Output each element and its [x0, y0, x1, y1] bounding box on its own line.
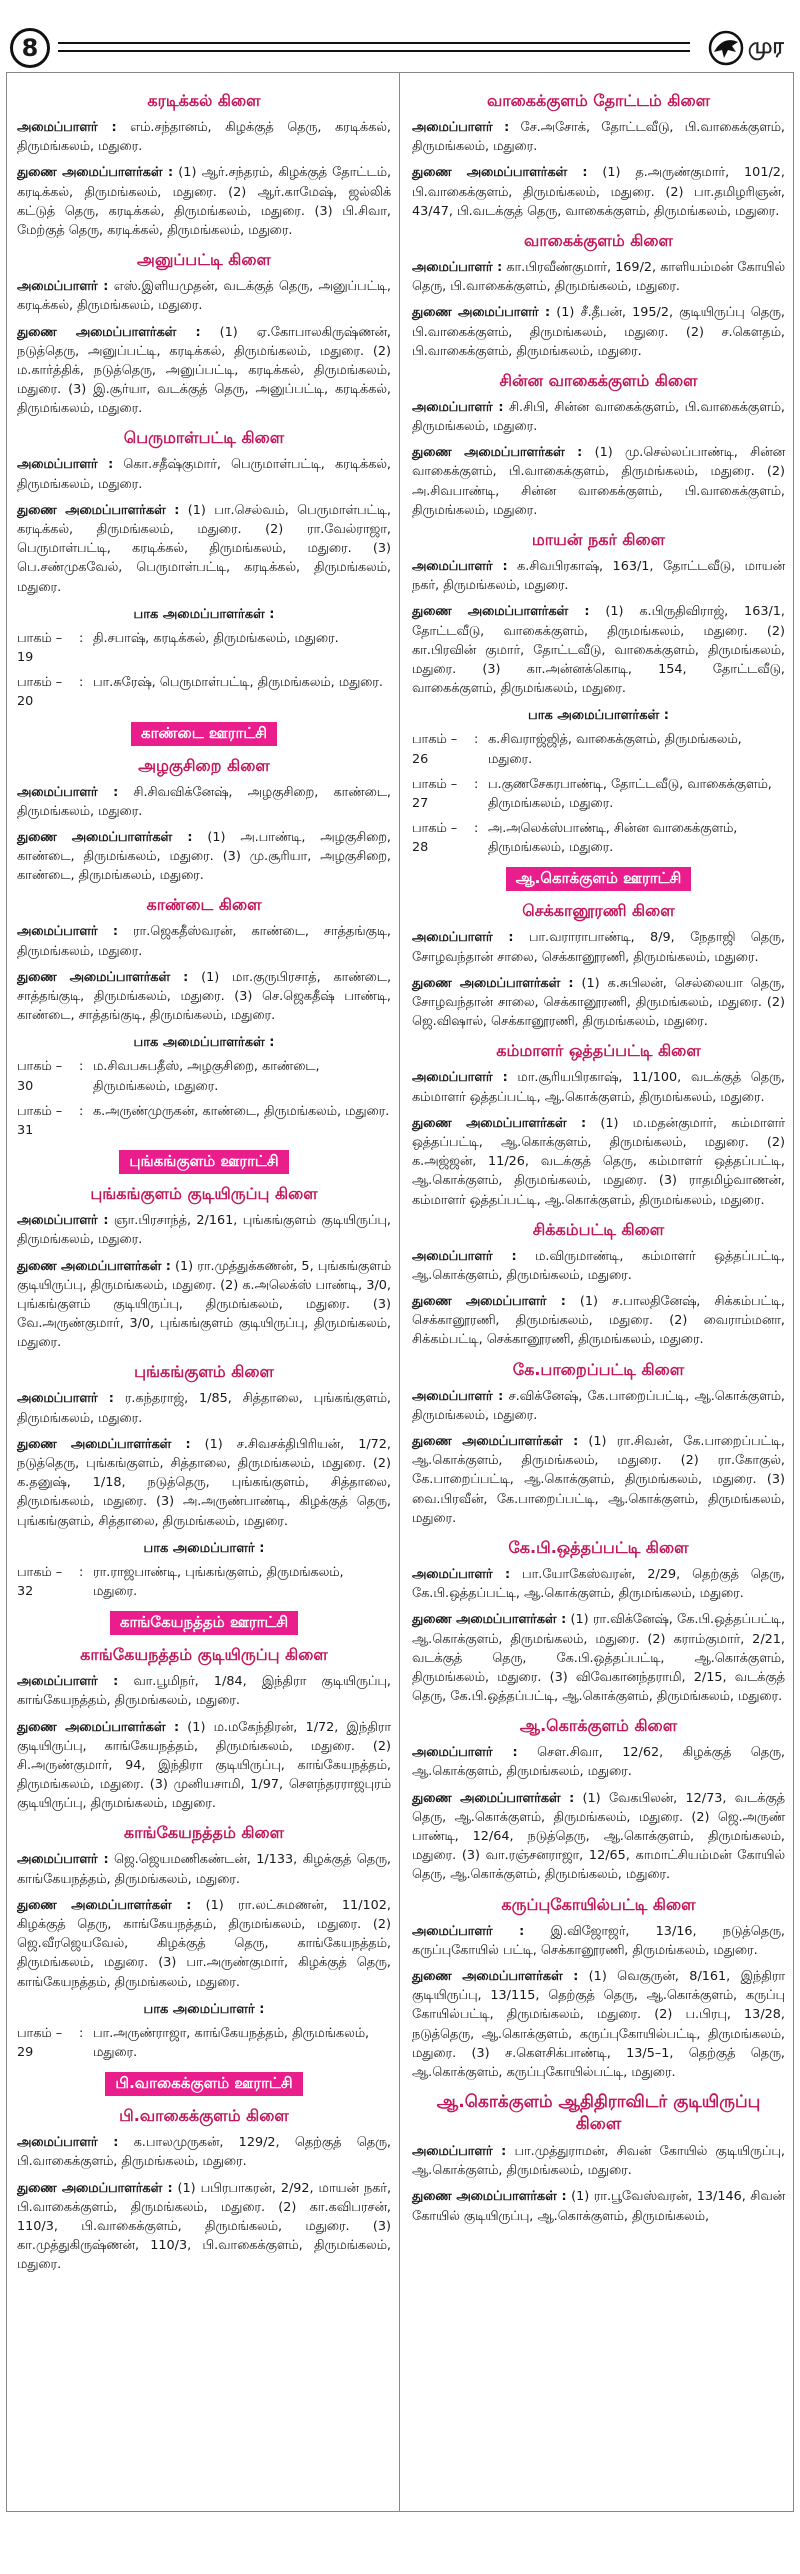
role-label: துணை அமைப்பாளர்கள் :: [17, 1719, 180, 1735]
header-rule-top: [58, 42, 690, 44]
header-rule-bottom: [58, 50, 690, 52]
panchayat-heading: [17, 1150, 391, 1174]
role-label: அமைப்பாளர் :: [412, 1070, 508, 1086]
booth-colon: :: [474, 732, 479, 748]
right-column: [400, 73, 793, 2511]
role-label: அமைப்பாளர் :: [17, 1852, 109, 1868]
booth-number: பாகம் – 27: [412, 776, 458, 811]
member-details: ரா.ஜெகதீஸ்வரன், காண்டை, சாத்தங்குடி, திருமங்கலம், மதுரை.: [17, 924, 391, 959]
booth-row: [17, 1102, 391, 1140]
booth-organiser: தி.சபாஷ், கரடிக்கல், திருமங்கலம், மதுரை.: [93, 630, 339, 646]
member-details: (1) ச.பாலதினேஷ், சிக்கம்பட்டி, செக்கானூரணி, திருமங்கலம், மதுரை. (2) வைராம்மனா, சிக்கம்பட்டி, செக்கானூரணி, திருமங்கலம், மதுரை.: [412, 1294, 785, 1348]
role-label: துணை அமைப்பாளர்கள் :: [17, 1897, 192, 1913]
role-label: அமைப்பாளர் :: [412, 259, 503, 275]
branch-title: கே.பி.ஒத்தப்பட்டி கிளை: [508, 1537, 689, 1557]
booth-organisers-heading: பாக அமைப்பாளர்கள் :: [133, 606, 275, 622]
booth-organisers-heading: பாக அமைப்பாளர் :: [143, 1540, 265, 1556]
member-entry: [412, 928, 785, 966]
booth-number: பாகம் – 30: [17, 1059, 63, 1094]
booth-colon: :: [79, 675, 84, 691]
member-entry: [17, 1850, 391, 1888]
member-entry: [412, 2142, 785, 2180]
role-label: அமைப்பாளர் :: [17, 1391, 114, 1407]
member-entry: [412, 1565, 785, 1603]
member-entry: [412, 974, 785, 1032]
member-details: ம.விருமாண்டி, கம்மாளர் ஒத்தப்பட்டி, ஆ.கொக்குளம், திருமங்கலம், மதுரை.: [412, 1248, 785, 1283]
member-details: (1) ரா.லட்சுமணன், 11/102, கிழக்குத் தெரு, காங்கேயநத்தம், திருமங்கலம், மதுரை. (2) ஜெ.வீரஜெயவேல், கிழக்குத் தெரு, காங்கேயநத்தம், திருமங்கலம், மதுரை. (3) பா.அருண்குமார், கிழக்குத் தெரு, காங்கேயநத்தம், திருமங்கலம், மதுரை.: [17, 1897, 392, 1990]
role-label: அமைப்பாளர் :: [412, 1923, 525, 1939]
role-label: துணை அமைப்பாளர்கள் :: [412, 445, 583, 461]
branch-title: காண்டை கிளை: [146, 895, 262, 915]
member-details: ச.விக்னேஷ், கே.பாறைப்பட்டி, ஆ.கொக்குளம், திருமங்கலம், மதுரை.: [412, 1388, 785, 1423]
booth-organiser: ப.குணசேகரபாண்டி, தோட்டவீடு, வாகைக்குளம், திருமங்கலம், மதுரை.: [488, 776, 772, 811]
role-label: அமைப்பாளர் :: [17, 279, 109, 295]
booth-number: பாகம் – 19: [17, 630, 63, 665]
member-entry: [17, 277, 391, 315]
page-number: 8: [10, 28, 50, 68]
member-entry: [17, 2179, 391, 2275]
member-details: ஜெ.ஜெயமணிகண்டன், 1/133, கிழக்குத் தெரு, காங்கேயநத்தம், திருமங்கலம், மதுரை.: [17, 1852, 391, 1887]
member-details: சே.அசோக், தோட்டவீடு, பி.வாகைக்குளம், திருமங்கலம், மதுரை.: [412, 120, 785, 155]
member-details: (1) பபிரபாகரன், 2/92, மாயன் நகர், பி.வாகைக்குளம், திருமங்கலம், மதுரை. (2) கா.கவிபரசன், 110/3, பி.வாகைக்குளம், திருமங்கலம், மதுரை. (3) கா.முத்துகிருஷ்ணன், 110/3, பி.வாகைக்குளம், திருமங்கலம், மதுரை.: [17, 2180, 392, 2273]
member-details: எஸ்.இளியமுதன், வடக்குத் தெரு, அனுப்பட்டி, கரடிக்கல், திருமங்கலம், மதுரை.: [17, 279, 392, 314]
member-details: (1) க.சுபிலன், செல்லையா தெரு, சோழவந்தான் சாலை, செக்கானூரணி, திருமங்கலம், மதுரை. (2) ஜெ.விஷால், செக்கானூரணி, திருமங்கலம், மதுரை.: [412, 975, 785, 1030]
member-entry: [412, 1247, 785, 1285]
member-entry: [17, 118, 391, 156]
newspaper-name: முர: [748, 34, 784, 59]
role-label: துணை அமைப்பாளர்கள் :: [17, 829, 193, 845]
member-details: பா.வராராபாண்டி, 8/9, நேதாஜி தெரு, சோழவந்தான் சாலை, செக்கானூரணி, திருமங்கலம், மதுரை.: [412, 930, 785, 965]
booth-organiser: க.அருண்முருகன், காண்டை, திருமங்கலம், மதுரை.: [93, 1103, 390, 1119]
branch-title: அழகுசிறை கிளை: [138, 755, 270, 775]
role-label: அமைப்பாளர் :: [412, 1745, 518, 1761]
role-label: அமைப்பாளர் :: [412, 930, 514, 946]
booth-organisers-heading: பாக அமைப்பாளர்கள் :: [133, 1035, 275, 1051]
role-label: அமைப்பாளர் :: [412, 1388, 504, 1404]
member-details: (1) க.பிருதிவிராஜ், 163/1, தோட்டவீடு, வாகைக்குளம், திருமங்கலம், மதுரை. (2) கா.பிரவின் குமார், தோட்டவீடு, வாகைக்குளம், திருமங்கலம், மதுரை. (3) கா.அன்னக்கொடி, 154, தோட்டவீடு, வாகைக்குளம், திருமங்கலம், மதுரை.: [412, 604, 785, 697]
panchayat-heading: [17, 2072, 391, 2096]
member-details: பா.யோகேஸ்வரன், 2/29, தெற்குத் தெரு, கே.பி.ஒத்தப்பட்டி, ஆ.கொக்குளம், திருமங்கலம், மதுரை.: [412, 1566, 786, 1602]
panchayat-title: ஆ.கொக்குளம் ஊராட்சி: [506, 867, 692, 891]
member-entry: [412, 1068, 785, 1106]
member-entry: [412, 557, 785, 595]
member-details: மா.சூரியபிரகாஷ், 11/100, வடக்குத் தெரு, கம்மாளர் ஒத்தப்பட்டி, ஆ.கொக்குளம், திருமங்கலம், மதுரை.: [412, 1070, 785, 1105]
member-entry: [17, 163, 391, 240]
member-details: வா.பூமிநர், 1/84, இந்திரா குடியிருப்பு, காங்கேயநத்தம், திருமங்கலம், மதுரை.: [17, 1674, 391, 1709]
booth-organisers-heading: பாக அமைப்பாளர் :: [143, 2001, 265, 2017]
member-details: (1) ரா.முத்துக்கணன், 5, புங்கங்குளம் குடியிருப்பு, திருமங்கலம், மதுரை. (2) க.அலெக்ஸ் பாண்டி, 3/0, புங்கங்குளம் குடியிருப்பு, திருமங்கலம், மதுரை. (3) வே.அருண்குமார், 3/0, புங்கங்குளம் குடியிருப்பு, திருமங்கலம், மதுரை.: [17, 1258, 391, 1351]
role-label: துணை அமைப்பாளர்கள் :: [17, 1436, 191, 1452]
branch-title: காங்கேயநத்தம் குடியிருப்பு கிளை: [80, 1645, 328, 1665]
booth-organiser: பா.சுரேஷ், பெருமாள்பட்டி, திருமங்கலம், மதுரை.: [93, 675, 383, 691]
branch-title: கம்மாளர் ஒத்தப்பட்டி கிளை: [496, 1041, 701, 1061]
member-entry: [17, 1672, 391, 1710]
role-label: துணை அமைப்பாளர் :: [412, 305, 551, 321]
branch-title: வாகைக்குளம் தோட்டம் கிளை: [486, 91, 711, 110]
branch-title: பெருமாள்பட்டி கிளை: [123, 428, 285, 448]
role-label: அமைப்பாளர் :: [17, 457, 114, 473]
booth-row: [17, 1563, 391, 1601]
booth-colon: :: [79, 2025, 84, 2041]
member-details: (1) ஏ.கோபாலகிருஷ்ணன், நடுத்தெரு, அனுப்பட்டி, கரடிக்கல், திருமங்கலம், மதுரை. (2) ம.கார்த்திக், நடுத்தெரு, அனுப்பட்டி, கரடிக்கல், திருமங்கலம், மதுரை. (3) இ.சூர்யா, வடக்குத் தெரு, அனுப்பட்டி, கரடிக்கல், திருமங்கலம், மதுரை.: [17, 324, 391, 417]
role-label: அமைப்பாளர் :: [17, 1213, 109, 1229]
panchayat-title: பி.வாகைக்குளம் ஊராட்சி: [105, 2072, 302, 2096]
member-entry: [17, 323, 391, 419]
member-details: (1) த.அருண்குமார், 101/2, பி.வாகைக்குளம், திருமங்கலம், மதுரை. (2) பா.தமிழரிஞன், 43/47, பி.வடக்குத் தெரு, வாகைக்குளம், திருமங்கலம், மதுரை.: [412, 165, 785, 219]
member-details: ர.கந்தராஜ், 1/85, சித்தாலை, புங்கங்குளம், திருமங்கலம், மதுரை.: [17, 1391, 391, 1426]
member-entry: [412, 258, 785, 296]
member-entry: [412, 2187, 785, 2225]
role-label: துணை அமைப்பாளர்கள் :: [412, 1790, 575, 1806]
left-column: [7, 73, 400, 2511]
member-details: (1) ரா.பூவேஸ்வரன், 13/146, சிவன் கோயில் குடியிருப்பு, ஆ.கொக்குளம், திருமங்கலம்,: [412, 2189, 785, 2224]
member-details: க.சிவபிரகாஷ், 163/1, தோட்டவீடு, மாயன் நகர், திருமங்கலம், மதுரை.: [412, 559, 785, 594]
booth-organiser: ரா.ராஜபாண்டி, புங்கங்குளம், திருமங்கலம், மதுரை.: [93, 1564, 344, 1599]
member-entry: [412, 1922, 785, 1960]
member-details: சி.சிவவிக்னேஷ், அழகுசிறை, காண்டை, திருமங்கலம், மதுரை.: [17, 784, 391, 819]
member-entry: [17, 968, 391, 1026]
branch-title: ஆ.கொக்குளம் ஆதிதிராவிடர் குடியிருப்பு கிளை: [436, 2092, 761, 2135]
booth-row: [17, 1057, 391, 1095]
member-entry: [412, 1610, 785, 1706]
member-details: (1) ம.மதன்குமார், கம்மாளர் ஒத்தப்பட்டி, ஆ.கொக்குளம், திருமங்கலம், மதுரை. (2) க.அஜ்ஜன், 11/26, வடக்குத் தெரு, கம்மாளர் ஒத்தப்பட்டி, ஆ.கொக்குளம், திருமங்கலம், மதுரை. (3) ராதமிழ்வாணன், கம்மாளர் ஒத்தப்பட்டி, ஆ.கொக்குளம், திருமங்கலம், மதுரை.: [412, 1115, 785, 1208]
member-details: ஞா.பிரசாந்த், 2/161, புங்கங்குளம் குடியிருப்பு, திருமங்கலம், மதுரை.: [17, 1213, 391, 1248]
member-entry: [412, 1789, 785, 1885]
branch-title: செக்கானூரணி கிளை: [522, 901, 675, 921]
member-details: (1) வெகுருன், 8/161, இந்திரா குடியிருப்பு, 13/115, தெற்குத் தெரு, ஆ.கொக்குளம், கருப்பு கோயில்பட்டி, திருமங்கலம், மதுரை. (2) ப.பிரபு, 13/28, நடுத்தெரு, ஆ.கொக்குளம், கருப்புகோயில்பட்டி, திருமங்கலம், மதுரை. (3) ச.கௌசிக்பாண்டி, 13/5–1, தெற்குத் தெரு, ஆ.கொக்குளம், கருப்புகோயில்பட்டி, மதுரை.: [412, 1968, 786, 2080]
member-entry: [412, 1114, 785, 1210]
branch-title: வாகைக்குளம் கிளை: [524, 230, 673, 250]
role-label: துணை அமைப்பாளர்கள் :: [17, 165, 174, 181]
branch-title: ஆ.கொக்குளம் கிளை: [519, 1716, 678, 1736]
branch-title: சின்ன வாகைக்குளம் கிளை: [499, 370, 698, 390]
member-details: (1) வேகபிலன், 12/73, வடக்குத் தெரு, ஆ.கொக்குளம், திருமங்கலம், மதுரை. (2) ஜெ.அருண் பாண்டி, 12/64, நடுத்தெரு, ஆ.கொக்குளம், திருமங்கலம், மதுரை. (3) வா.ரஞ்சனராஜா, 12/65, காமாட்சியம்மன் கோயில் தெரு, ஆ.கொக்குளம், திருமங்கலம், மதுரை.: [412, 1790, 785, 1883]
booth-row: [17, 673, 391, 711]
role-label: துணை அமைப்பாளர்கள் :: [412, 1434, 579, 1449]
member-entry: [412, 303, 785, 361]
panchayat-title: புங்கங்குளம் ஊராட்சி: [119, 1150, 288, 1174]
branch-title: பி.வாகைக்குளம் கிளை: [119, 2106, 289, 2126]
panchayat-title: காங்கேயநத்தம் ஊராட்சி: [110, 1611, 298, 1635]
member-details: (1) ம.மகேந்திரன், 1/72, இந்திரா குடியிருப்பு, காங்கேயநத்தம், திருமங்கலம், மதுரை. (2) சி.அருண்குமார், 94, இந்திரா குடியிருப்பு, காங்கேயநத்தம், திருமங்கலம், மதுரை. (3) முனியசாமி, 1/97, சௌந்தரராஜபுரம் குடியிருப்பு, திருமங்கலம், மதுரை.: [17, 1719, 391, 1812]
member-details: செள.சிவா, 12/62, கிழக்குத் தெரு, ஆ.கொக்குளம், திருமங்கலம், மதுரை.: [412, 1745, 785, 1780]
role-label: அமைப்பாளர் :: [17, 1674, 119, 1690]
role-label: துணை அமைப்பாளர்கள் :: [17, 1258, 171, 1274]
member-entry: [17, 783, 391, 821]
member-entry: [17, 1896, 391, 1992]
role-label: அமைப்பாளர் :: [17, 120, 117, 135]
member-entry: [412, 602, 785, 698]
booth-colon: :: [474, 821, 479, 837]
booth-number: பாகம் – 29: [17, 2025, 63, 2060]
member-entry: [17, 1389, 391, 1427]
panchayat-heading: [17, 1611, 391, 1635]
role-label: அமைப்பாளர் :: [412, 399, 504, 415]
member-entry: [17, 1211, 391, 1249]
member-details: கொ.சதீஷ்குமார், பெருமாள்பட்டி, கரடிக்கல், திருமங்கலம், மதுரை.: [17, 457, 391, 492]
member-details: (1) ச.சிவசக்திபிரியன், 1/72, நடுத்தெரு, புங்கங்குளம், சித்தாலை, திருமங்கலம், மதுரை. (2) க.தனுஷ், 1/18, நடுத்தெரு, புங்கங்குளம், சித்தாலை, திருமங்கலம், மதுரை. (3) அ.அருண்பாண்டி, கிழக்குத் தெரு, புங்கங்குளம், சித்தாலை, திருமங்கலம், மதுரை.: [17, 1436, 392, 1529]
member-details: (1) மா.குருபிரசாத், காண்டை, சாத்தங்குடி, திருமங்கலம், மதுரை. (3) செ.ஜெகதீஷ் பாண்டி, காண்டை, சாத்தங்குடி, திருமங்கலம், மதுரை.: [17, 969, 392, 1024]
member-entry: [412, 398, 785, 436]
role-label: அமைப்பாளர் :: [412, 120, 510, 135]
member-details: (1) மு.செல்லப்பாண்டி, சின்ன வாகைக்குளம், பி.வாகைக்குளம், திருமங்கலம், மதுரை. (2) அ.சிவபாண்டி, சின்ன வாகைக்குளம், பி.வாகைக்குளம், திருமங்கலம், மதுரை.: [412, 445, 786, 518]
member-details: க.பாலமுருகன், 129/2, தெற்குத் தெரு, பி.வாகைக்குளம், திருமங்கலம், மதுரை.: [17, 2135, 391, 2170]
branch-title: கரடிக்கல் கிளை: [147, 91, 261, 110]
role-label: அமைப்பாளர் :: [412, 1566, 511, 1582]
booth-number: பாகம் – 32: [17, 1564, 63, 1599]
newspaper-logo-icon: [708, 30, 744, 66]
role-label: அமைப்பாளர் :: [17, 924, 118, 940]
booth-organiser: அ.அலெக்ஸ்பாண்டி, சின்ன வாகைக்குளம், திருமங்கலம், மதுரை.: [488, 821, 738, 856]
panchayat-heading: [17, 722, 391, 746]
role-label: துணை அமைப்பாளர்கள் :: [412, 604, 590, 620]
role-label: துணை அமைப்பாளர்கள் :: [412, 165, 588, 181]
member-details: (1) ரா.விக்னேஷ், கே.பி.ஒத்தப்பட்டி, ஆ.கொக்குளம், திருமங்கலம், மதுரை. (2) கராம்குமார், 2/21, வடக்குத் தெரு, கே.பி.ஒத்தப்பட்டி, ஆ.கொக்குளம், திருமங்கலம், மதுரை. (3) விவேகானந்தராமி, 2/15, வடக்குத் தெரு, கே.பி.ஒத்தப்பட்டி, ஆ.கொக்குளம், திருமங்கலம், மதுரை.: [412, 1612, 786, 1705]
member-details: (1) அ.பாண்டி, அழகுசிறை, காண்டை, திருமங்கலம், மதுரை. (3) மு.சூரியா, அழகுசிறை, காண்டை, திருமங்கலம், மதுரை.: [17, 829, 391, 884]
booth-number: பாகம் – 26: [412, 732, 458, 767]
member-details: (1) பா.செல்வம், பெருமாள்பட்டி, கரடிக்கல், திருமங்கலம், மதுரை. (2) ரா.வேல்ராஜா, பெருமாள்பட்டி, கரடிக்கல், திருமங்கலம், மதுரை. (3) பெ.சண்முகவேல், பெருமாள்பட்டி, கரடிக்கல், திருமங்கலம், மதுரை.: [17, 502, 391, 595]
member-entry: [412, 118, 785, 156]
branch-title: அனுப்பட்டி கிளை: [137, 250, 271, 270]
booth-row: [17, 629, 391, 667]
booth-row: [412, 819, 785, 857]
role-label: துணை அமைப்பாளர்கள் :: [17, 502, 180, 518]
role-label: துணை அமைப்பாளர்கள் :: [412, 1115, 587, 1131]
member-entry: [412, 443, 785, 520]
role-label: அமைப்பாளர் :: [412, 559, 508, 574]
booth-colon: :: [79, 1103, 84, 1119]
branch-title: காங்கேயநத்தம் கிளை: [123, 1823, 285, 1843]
member-details: சி.சிபி, சின்ன வாகைக்குளம், பி.வாகைக்குளம், திருமங்கலம், மதுரை.: [412, 399, 785, 435]
member-details: எம்.சந்தானம், கிழக்குத் தெரு, கரடிக்கல், திருமங்கலம், மதுரை.: [17, 120, 391, 155]
member-details: (1) ஆர்.சந்தரம், கிழக்குத் தோட்டம், கரடிக்கல், திருமங்கலம், மதுரை. (2) ஆர்.காமேஷ், ஜல்லிக் கட்டுத் தெரு, கரடிக்கல், திருமங்கலம், மதுரை. (3) பி.சிவா, மேற்குத் தெரு, கரடிக்கல், திருமங்கலம், மதுரை.: [17, 165, 392, 238]
member-entry: [17, 501, 391, 597]
booth-organiser: க.சிவராஜ்ஜித், வாகைக்குளம், திருமங்கலம், மதுரை.: [488, 732, 742, 767]
member-entry: [17, 828, 391, 886]
member-details: கா.பிரவீண்குமார், 169/2, காளியம்மன் கோயில் தெரு, பி.வாகைக்குளம், திருமங்கலம், மதுரை.: [412, 259, 785, 295]
member-details: (1) ரா.சிவன், கே.பாறைப்பட்டி, ஆ.கொக்குளம், திருமங்கலம், மதுரை. (2) ரா.கோகுல், கே.பாறைப்பட்டி, ஆ.கொக்குளம், திருமங்கலம், மதுரை. (3) வை.பிரவீன், கே.பாறைப்பட்டி, ஆ.கொக்குளம், திருமங்கலம், மதுரை.: [412, 1434, 785, 1526]
role-label: துணை அமைப்பாளர்கள் :: [17, 2180, 173, 2196]
role-label: அமைப்பாளர் :: [17, 784, 119, 800]
branch-title: புங்கங்குளம் குடியிருப்பு கிளை: [90, 1184, 318, 1204]
booth-row: [412, 730, 785, 768]
member-entry: [17, 455, 391, 493]
panchayat-heading: [412, 867, 785, 891]
member-details: பா.முத்துராமன், சிவன் கோயில் குடியிருப்பு, ஆ.கொக்குளம், திருமங்கலம், மதுரை.: [412, 2144, 785, 2179]
role-label: துணை அமைப்பாளர்கள் :: [412, 1612, 567, 1628]
panchayat-title: காண்டை ஊராட்சி: [131, 722, 277, 746]
booth-row: [17, 2024, 391, 2062]
branch-title: புங்கங்குளம் கிளை: [134, 1362, 274, 1382]
role-label: துணை அமைப்பாளர்கள் :: [412, 975, 574, 991]
booth-colon: :: [79, 1564, 84, 1580]
member-entry: [17, 1435, 391, 1531]
role-label: துணை அமைப்பாளர்கள் :: [17, 969, 189, 985]
role-label: அமைப்பாளர் :: [17, 2135, 119, 2151]
booth-organiser: ம.சிவபசுபதீஸ், அழகுசிறை, காண்டை, திருமங்கலம், மதுரை.: [93, 1059, 320, 1094]
content-area: [6, 72, 794, 2512]
role-label: அமைப்பாளர் :: [412, 2144, 507, 2160]
member-entry: [412, 1967, 785, 2082]
member-entry: [412, 1743, 785, 1781]
role-label: துணை அமைப்பாளர்கள் :: [412, 2189, 567, 2205]
role-label: துணை அமைப்பாளர் :: [412, 1294, 566, 1310]
member-entry: [412, 1387, 785, 1425]
member-entry: [412, 163, 785, 221]
role-label: துணை அமைப்பாளர்கள் :: [412, 1968, 579, 1984]
branch-title: மாயன் நகர் கிளை: [531, 530, 666, 549]
branch-title: சிக்கம்பட்டி கிளை: [532, 1219, 665, 1239]
member-entry: [17, 1257, 391, 1353]
branch-title: கே.பாறைப்பட்டி கிளை: [512, 1359, 685, 1379]
booth-number: பாகம் – 31: [17, 1103, 63, 1138]
member-details: (1) சீ.தீபன், 195/2, குடியிருப்பு தெரு, பி.வாகைக்குளம், திருமங்கலம், மதுரை. (2) ச.கௌதம், பி.வாகைக்குளம், திருமங்கலம், மதுரை.: [412, 305, 785, 359]
member-details: இ.விஜோஜர், 13/16, நடுத்தெரு, கருப்புகோயில் பட்டி, செக்கானூரணி, திருமங்கலம், மதுரை.: [412, 1923, 785, 1958]
branch-title: கருப்புகோயில்பட்டி கிளை: [501, 1894, 696, 1914]
member-entry: [412, 1432, 785, 1528]
member-entry: [17, 2133, 391, 2171]
booth-colon: :: [474, 776, 479, 792]
booth-colon: :: [79, 1059, 84, 1075]
role-label: அமைப்பாளர் :: [412, 1248, 517, 1264]
member-entry: [412, 1292, 785, 1350]
role-label: துணை அமைப்பாளர்கள் :: [17, 324, 201, 340]
booth-organisers-heading: பாக அமைப்பாளர்கள் :: [528, 708, 669, 724]
booth-number: பாகம் – 28: [412, 821, 458, 856]
member-entry: [17, 922, 391, 960]
booth-row: [412, 775, 785, 813]
booth-colon: :: [79, 630, 84, 646]
member-entry: [17, 1718, 391, 1814]
booth-number: பாகம் – 20: [17, 675, 63, 710]
booth-organiser: பா.அருண்ராஜா, காங்கேயநத்தம், திருமங்கலம், மதுரை.: [93, 2025, 370, 2060]
